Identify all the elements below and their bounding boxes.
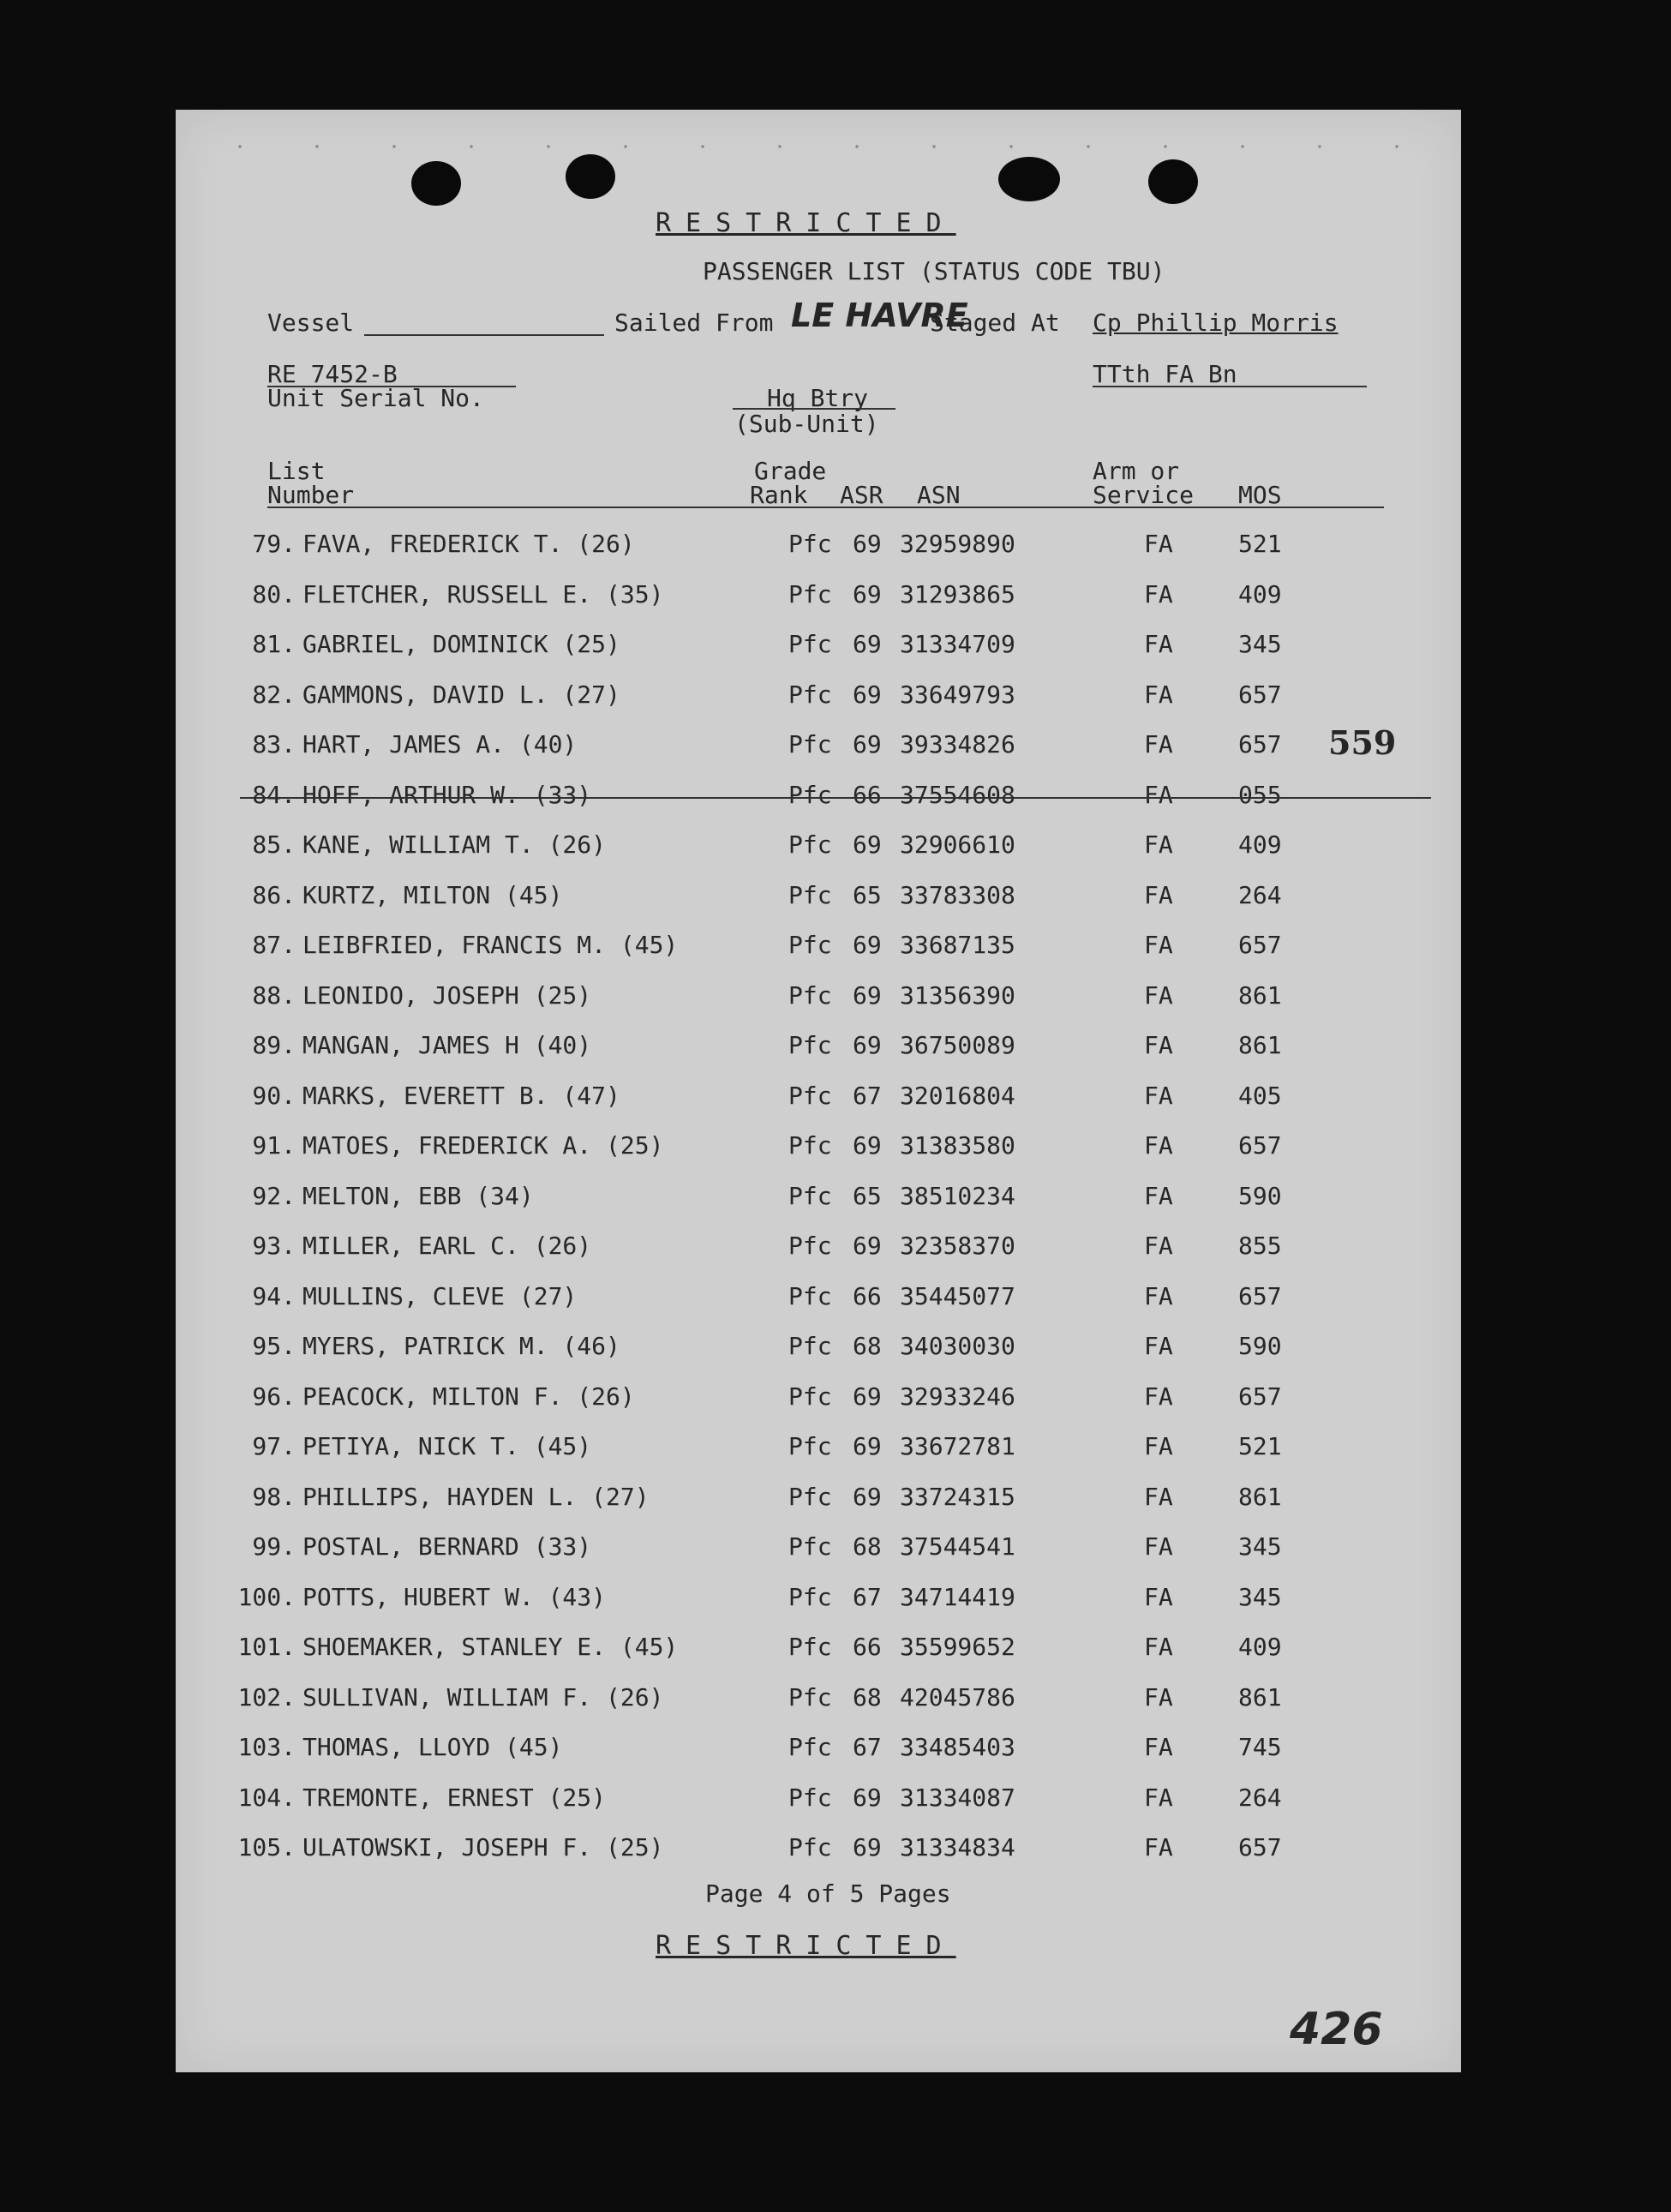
sailed-from-label: Sailed From <box>614 309 774 337</box>
perforation-dots <box>201 144 1435 149</box>
sailed-from-value: LE HAVRE <box>791 297 968 334</box>
table-row <box>176 1382 1461 1417</box>
classification-top: RESTRICTED <box>656 208 956 238</box>
row-name: MILLER, EARL C. (26) <box>302 1232 592 1260</box>
row-grade: Pfc <box>788 1682 832 1711</box>
row-asr: 69 <box>853 1432 882 1460</box>
header-rule <box>267 507 1384 508</box>
table-row <box>176 1082 1461 1116</box>
unit-serial-label: Unit Serial No. <box>267 384 484 412</box>
table-row <box>176 1783 1461 1818</box>
row-asr: 67 <box>853 1582 882 1611</box>
row-asr: 69 <box>853 1783 882 1812</box>
row-num: 82. <box>252 680 296 709</box>
row-arm: FA <box>1144 1332 1173 1360</box>
row-grade: Pfc <box>788 730 832 758</box>
table-row <box>176 1282 1461 1316</box>
row-arm: FA <box>1144 680 1173 709</box>
row-name: POTTS, HUBERT W. (43) <box>302 1582 607 1611</box>
row-asr: 68 <box>853 1332 882 1360</box>
table-row <box>176 1733 1461 1767</box>
row-arm: FA <box>1144 880 1173 909</box>
classification-bottom: RESTRICTED <box>656 1931 956 1961</box>
row-num: 101. <box>237 1633 296 1661</box>
row-asn: 32016804 <box>900 1081 1015 1110</box>
table-row <box>176 1031 1461 1065</box>
row-name: HOFF, ARTHUR W. (33) <box>302 780 592 809</box>
row-arm: FA <box>1144 1783 1173 1812</box>
table-row <box>176 1332 1461 1366</box>
row-num: 81. <box>252 630 296 658</box>
row-asn: 31383580 <box>900 1131 1015 1160</box>
row-arm: FA <box>1144 1081 1173 1110</box>
row-asn: 31334834 <box>900 1833 1015 1861</box>
row-mos: 657 <box>1238 730 1282 758</box>
folio-number: 426 <box>1290 2004 1383 2055</box>
row-note: 559 <box>1328 723 1397 762</box>
row-num: 96. <box>252 1382 296 1411</box>
row-name: PEACOCK, MILTON F. (26) <box>302 1382 635 1411</box>
punch-hole <box>1148 159 1198 204</box>
row-grade: Pfc <box>788 1582 832 1611</box>
row-name: MANGAN, JAMES H (40) <box>302 1031 592 1059</box>
row-name: MYERS, PATRICK M. (46) <box>302 1332 620 1360</box>
row-asn: 31334087 <box>900 1783 1015 1812</box>
row-mos: 405 <box>1238 1081 1282 1110</box>
row-arm: FA <box>1144 530 1173 558</box>
row-asr: 65 <box>853 1181 882 1210</box>
row-arm: FA <box>1144 1582 1173 1611</box>
table-row <box>176 723 1461 764</box>
vessel-blank <box>364 334 604 336</box>
row-name: SHOEMAKER, STANLEY E. (45) <box>302 1633 679 1661</box>
row-asn: 36750089 <box>900 1031 1015 1059</box>
row-asr: 65 <box>853 880 882 909</box>
table-row <box>176 680 1461 715</box>
row-asn: 34030030 <box>900 1332 1015 1360</box>
row-mos: 409 <box>1238 1633 1282 1661</box>
row-mos: 657 <box>1238 680 1282 709</box>
row-asr: 69 <box>853 730 882 758</box>
row-name: GAMMONS, DAVID L. (27) <box>302 680 620 709</box>
row-asr: 69 <box>853 630 882 658</box>
row-arm: FA <box>1144 1382 1173 1411</box>
table-row <box>176 830 1461 865</box>
table-row <box>176 1833 1461 1867</box>
row-grade: Pfc <box>788 1432 832 1460</box>
col-arm-1: Arm or <box>1093 457 1180 485</box>
row-grade: Pfc <box>788 880 832 909</box>
row-asn: 35599652 <box>900 1633 1015 1661</box>
row-num: 91. <box>252 1131 296 1160</box>
strikethrough-line <box>240 797 1431 799</box>
row-arm: FA <box>1144 1633 1173 1661</box>
row-name: FAVA, FREDERICK T. (26) <box>302 530 635 558</box>
table-row <box>176 1583 1461 1617</box>
row-grade: Pfc <box>788 680 832 709</box>
row-asn: 39334826 <box>900 730 1015 758</box>
row-arm: FA <box>1144 1232 1173 1260</box>
staged-at-value: Cp Phillip Morris <box>1093 309 1339 337</box>
col-asn: ASN <box>917 481 961 509</box>
row-asr: 69 <box>853 931 882 959</box>
row-asr: 69 <box>853 530 882 558</box>
row-grade: Pfc <box>788 1131 832 1160</box>
row-grade: Pfc <box>788 1633 832 1661</box>
row-num: 105. <box>237 1833 296 1861</box>
row-asr: 68 <box>853 1532 882 1561</box>
row-grade: Pfc <box>788 530 832 558</box>
row-asn: 42045786 <box>900 1682 1015 1711</box>
row-mos: 345 <box>1238 1532 1282 1561</box>
row-asn: 33724315 <box>900 1482 1015 1511</box>
row-mos: 657 <box>1238 931 1282 959</box>
row-name: POSTAL, BERNARD (33) <box>302 1532 592 1561</box>
row-grade: Pfc <box>788 830 832 859</box>
col-grade-2: Rank <box>750 481 808 509</box>
row-name: HART, JAMES A. (40) <box>302 730 578 758</box>
row-num: 92. <box>252 1181 296 1210</box>
row-name: MELTON, EBB (34) <box>302 1181 534 1210</box>
unit-value: TTth FA Bn <box>1093 360 1237 388</box>
row-mos: 264 <box>1238 880 1282 909</box>
row-num: 104. <box>237 1783 296 1812</box>
row-asn: 31293865 <box>900 579 1015 608</box>
row-num: 79. <box>252 530 296 558</box>
row-asr: 69 <box>853 1232 882 1260</box>
row-arm: FA <box>1144 579 1173 608</box>
row-asr: 66 <box>853 1633 882 1661</box>
row-asn: 33783308 <box>900 880 1015 909</box>
row-arm: FA <box>1144 1281 1173 1310</box>
row-grade: Pfc <box>788 630 832 658</box>
row-grade: Pfc <box>788 1532 832 1561</box>
table-row <box>176 1232 1461 1266</box>
row-asn: 37554608 <box>900 780 1015 809</box>
row-grade: Pfc <box>788 1281 832 1310</box>
row-name: GABRIEL, DOMINICK (25) <box>302 630 620 658</box>
row-num: 86. <box>252 880 296 909</box>
row-name: PHILLIPS, HAYDEN L. (27) <box>302 1482 650 1511</box>
row-arm: FA <box>1144 780 1173 809</box>
row-grade: Pfc <box>788 780 832 809</box>
row-asn: 33485403 <box>900 1733 1015 1761</box>
row-name: MARKS, EVERETT B. (47) <box>302 1081 620 1110</box>
row-mos: 861 <box>1238 1682 1282 1711</box>
vessel-label: Vessel <box>267 309 355 337</box>
row-asn: 37544541 <box>900 1532 1015 1561</box>
row-arm: FA <box>1144 1131 1173 1160</box>
row-arm: FA <box>1144 630 1173 658</box>
row-name: MULLINS, CLEVE (27) <box>302 1281 578 1310</box>
row-asr: 69 <box>853 1382 882 1411</box>
row-num: 83. <box>252 730 296 758</box>
row-mos: 861 <box>1238 1482 1282 1511</box>
col-mos: MOS <box>1238 481 1282 509</box>
row-num: 90. <box>252 1081 296 1110</box>
table-row <box>176 881 1461 915</box>
row-num: 98. <box>252 1482 296 1511</box>
row-mos: 590 <box>1238 1332 1282 1360</box>
row-mos: 345 <box>1238 1582 1282 1611</box>
row-mos: 657 <box>1238 1131 1282 1160</box>
row-mos: 264 <box>1238 1783 1282 1812</box>
table-row <box>176 1182 1461 1216</box>
row-asn: 31334709 <box>900 630 1015 658</box>
row-asr: 67 <box>853 1081 882 1110</box>
row-mos: 521 <box>1238 1432 1282 1460</box>
row-name: LEIBFRIED, FRANCIS M. (45) <box>302 931 679 959</box>
row-name: PETIYA, NICK T. (45) <box>302 1432 592 1460</box>
row-mos: 855 <box>1238 1232 1282 1260</box>
row-num: 84. <box>252 780 296 809</box>
row-mos: 657 <box>1238 1382 1282 1411</box>
row-arm: FA <box>1144 980 1173 1010</box>
row-asr: 69 <box>853 1833 882 1861</box>
table-row <box>176 630 1461 664</box>
table-row <box>176 931 1461 965</box>
row-name: FLETCHER, RUSSELL E. (35) <box>302 579 664 608</box>
row-grade: Pfc <box>788 980 832 1010</box>
row-asr: 68 <box>853 1682 882 1711</box>
row-mos: 657 <box>1238 1833 1282 1861</box>
unit-underline <box>1093 386 1367 387</box>
table-row <box>176 1683 1461 1717</box>
staged-at-label: Staged At <box>930 309 1060 337</box>
row-name: MATOES, FREDERICK A. (25) <box>302 1131 664 1160</box>
row-name: LEONIDO, JOSEPH (25) <box>302 980 592 1010</box>
row-grade: Pfc <box>788 1031 832 1059</box>
row-grade: Pfc <box>788 579 832 608</box>
punch-hole <box>998 157 1060 201</box>
punch-hole <box>411 161 461 206</box>
row-asr: 67 <box>853 1733 882 1761</box>
row-num: 89. <box>252 1031 296 1059</box>
row-mos: 745 <box>1238 1733 1282 1761</box>
sub-unit-value: Hq Btry <box>767 384 869 412</box>
row-arm: FA <box>1144 1532 1173 1561</box>
row-mos: 861 <box>1238 1031 1282 1059</box>
row-asn: 38510234 <box>900 1181 1015 1210</box>
row-arm: FA <box>1144 830 1173 859</box>
row-num: 97. <box>252 1432 296 1460</box>
row-mos: 657 <box>1238 1281 1282 1310</box>
table-row <box>176 1633 1461 1667</box>
row-name: ULATOWSKI, JOSEPH F. (25) <box>302 1833 664 1861</box>
row-asr: 66 <box>853 780 882 809</box>
row-arm: FA <box>1144 730 1173 758</box>
row-num: 88. <box>252 980 296 1010</box>
col-asr: ASR <box>840 481 883 509</box>
row-mos: 409 <box>1238 830 1282 859</box>
row-grade: Pfc <box>788 931 832 959</box>
row-name: KURTZ, MILTON (45) <box>302 880 563 909</box>
row-grade: Pfc <box>788 1482 832 1511</box>
row-mos: 409 <box>1238 579 1282 608</box>
row-grade: Pfc <box>788 1232 832 1260</box>
col-list-number-1: List <box>267 457 326 485</box>
row-name: SULLIVAN, WILLIAM F. (26) <box>302 1682 664 1711</box>
row-num: 80. <box>252 579 296 608</box>
row-arm: FA <box>1144 1181 1173 1210</box>
table-row <box>176 1532 1461 1567</box>
row-asn: 31356390 <box>900 980 1015 1010</box>
row-arm: FA <box>1144 1733 1173 1761</box>
row-num: 87. <box>252 931 296 959</box>
table-row <box>176 530 1461 564</box>
row-mos: 345 <box>1238 630 1282 658</box>
row-asn: 32959890 <box>900 530 1015 558</box>
row-name: KANE, WILLIAM T. (26) <box>302 830 607 859</box>
row-mos: 055 <box>1238 780 1282 809</box>
row-asr: 69 <box>853 680 882 709</box>
row-asn: 33672781 <box>900 1432 1015 1460</box>
col-grade-1: Grade <box>754 457 827 485</box>
row-num: 95. <box>252 1332 296 1360</box>
row-grade: Pfc <box>788 1783 832 1812</box>
sub-unit-label: (Sub-Unit) <box>734 410 879 438</box>
row-asn: 33687135 <box>900 931 1015 959</box>
row-asn: 32358370 <box>900 1232 1015 1260</box>
row-num: 102. <box>237 1682 296 1711</box>
row-mos: 590 <box>1238 1181 1282 1210</box>
page-indicator: Page 4 of 5 Pages <box>705 1879 951 1908</box>
row-grade: Pfc <box>788 1833 832 1861</box>
row-asn: 33649793 <box>900 680 1015 709</box>
row-asr: 69 <box>853 980 882 1010</box>
col-list-number-2: Number <box>267 481 355 509</box>
row-name: THOMAS, LLOYD (45) <box>302 1733 563 1761</box>
row-num: 93. <box>252 1232 296 1260</box>
row-mos: 861 <box>1238 980 1282 1010</box>
punch-hole <box>566 154 615 199</box>
row-asn: 32933246 <box>900 1382 1015 1411</box>
row-num: 85. <box>252 830 296 859</box>
row-asn: 32906610 <box>900 830 1015 859</box>
row-asn: 35445077 <box>900 1281 1015 1310</box>
row-asr: 69 <box>853 830 882 859</box>
table-row <box>176 580 1461 614</box>
row-name: TREMONTE, ERNEST (25) <box>302 1783 607 1812</box>
row-asr: 69 <box>853 1031 882 1059</box>
row-asr: 69 <box>853 1131 882 1160</box>
table-row <box>176 981 1461 1016</box>
table-row <box>176 1131 1461 1166</box>
row-grade: Pfc <box>788 1382 832 1411</box>
row-arm: FA <box>1144 931 1173 959</box>
row-arm: FA <box>1144 1432 1173 1460</box>
row-grade: Pfc <box>788 1081 832 1110</box>
row-arm: FA <box>1144 1482 1173 1511</box>
row-num: 94. <box>252 1281 296 1310</box>
document-page <box>176 110 1461 2072</box>
row-asr: 66 <box>853 1281 882 1310</box>
row-arm: FA <box>1144 1833 1173 1861</box>
unit-serial-value: RE 7452-B <box>267 360 398 388</box>
row-grade: Pfc <box>788 1733 832 1761</box>
row-arm: FA <box>1144 1031 1173 1059</box>
table-row <box>176 1432 1461 1466</box>
row-grade: Pfc <box>788 1181 832 1210</box>
document-title: PASSENGER LIST (STATUS CODE TBU) <box>703 257 1165 285</box>
table-row <box>176 1483 1461 1517</box>
row-arm: FA <box>1144 1682 1173 1711</box>
row-asn: 34714419 <box>900 1582 1015 1611</box>
row-mos: 521 <box>1238 530 1282 558</box>
row-num: 100. <box>237 1582 296 1611</box>
row-grade: Pfc <box>788 1332 832 1360</box>
row-num: 99. <box>252 1532 296 1561</box>
row-asr: 69 <box>853 579 882 608</box>
table-row <box>176 781 1461 815</box>
row-asr: 69 <box>853 1482 882 1511</box>
row-num: 103. <box>237 1733 296 1761</box>
col-arm-2: Service <box>1093 481 1195 509</box>
